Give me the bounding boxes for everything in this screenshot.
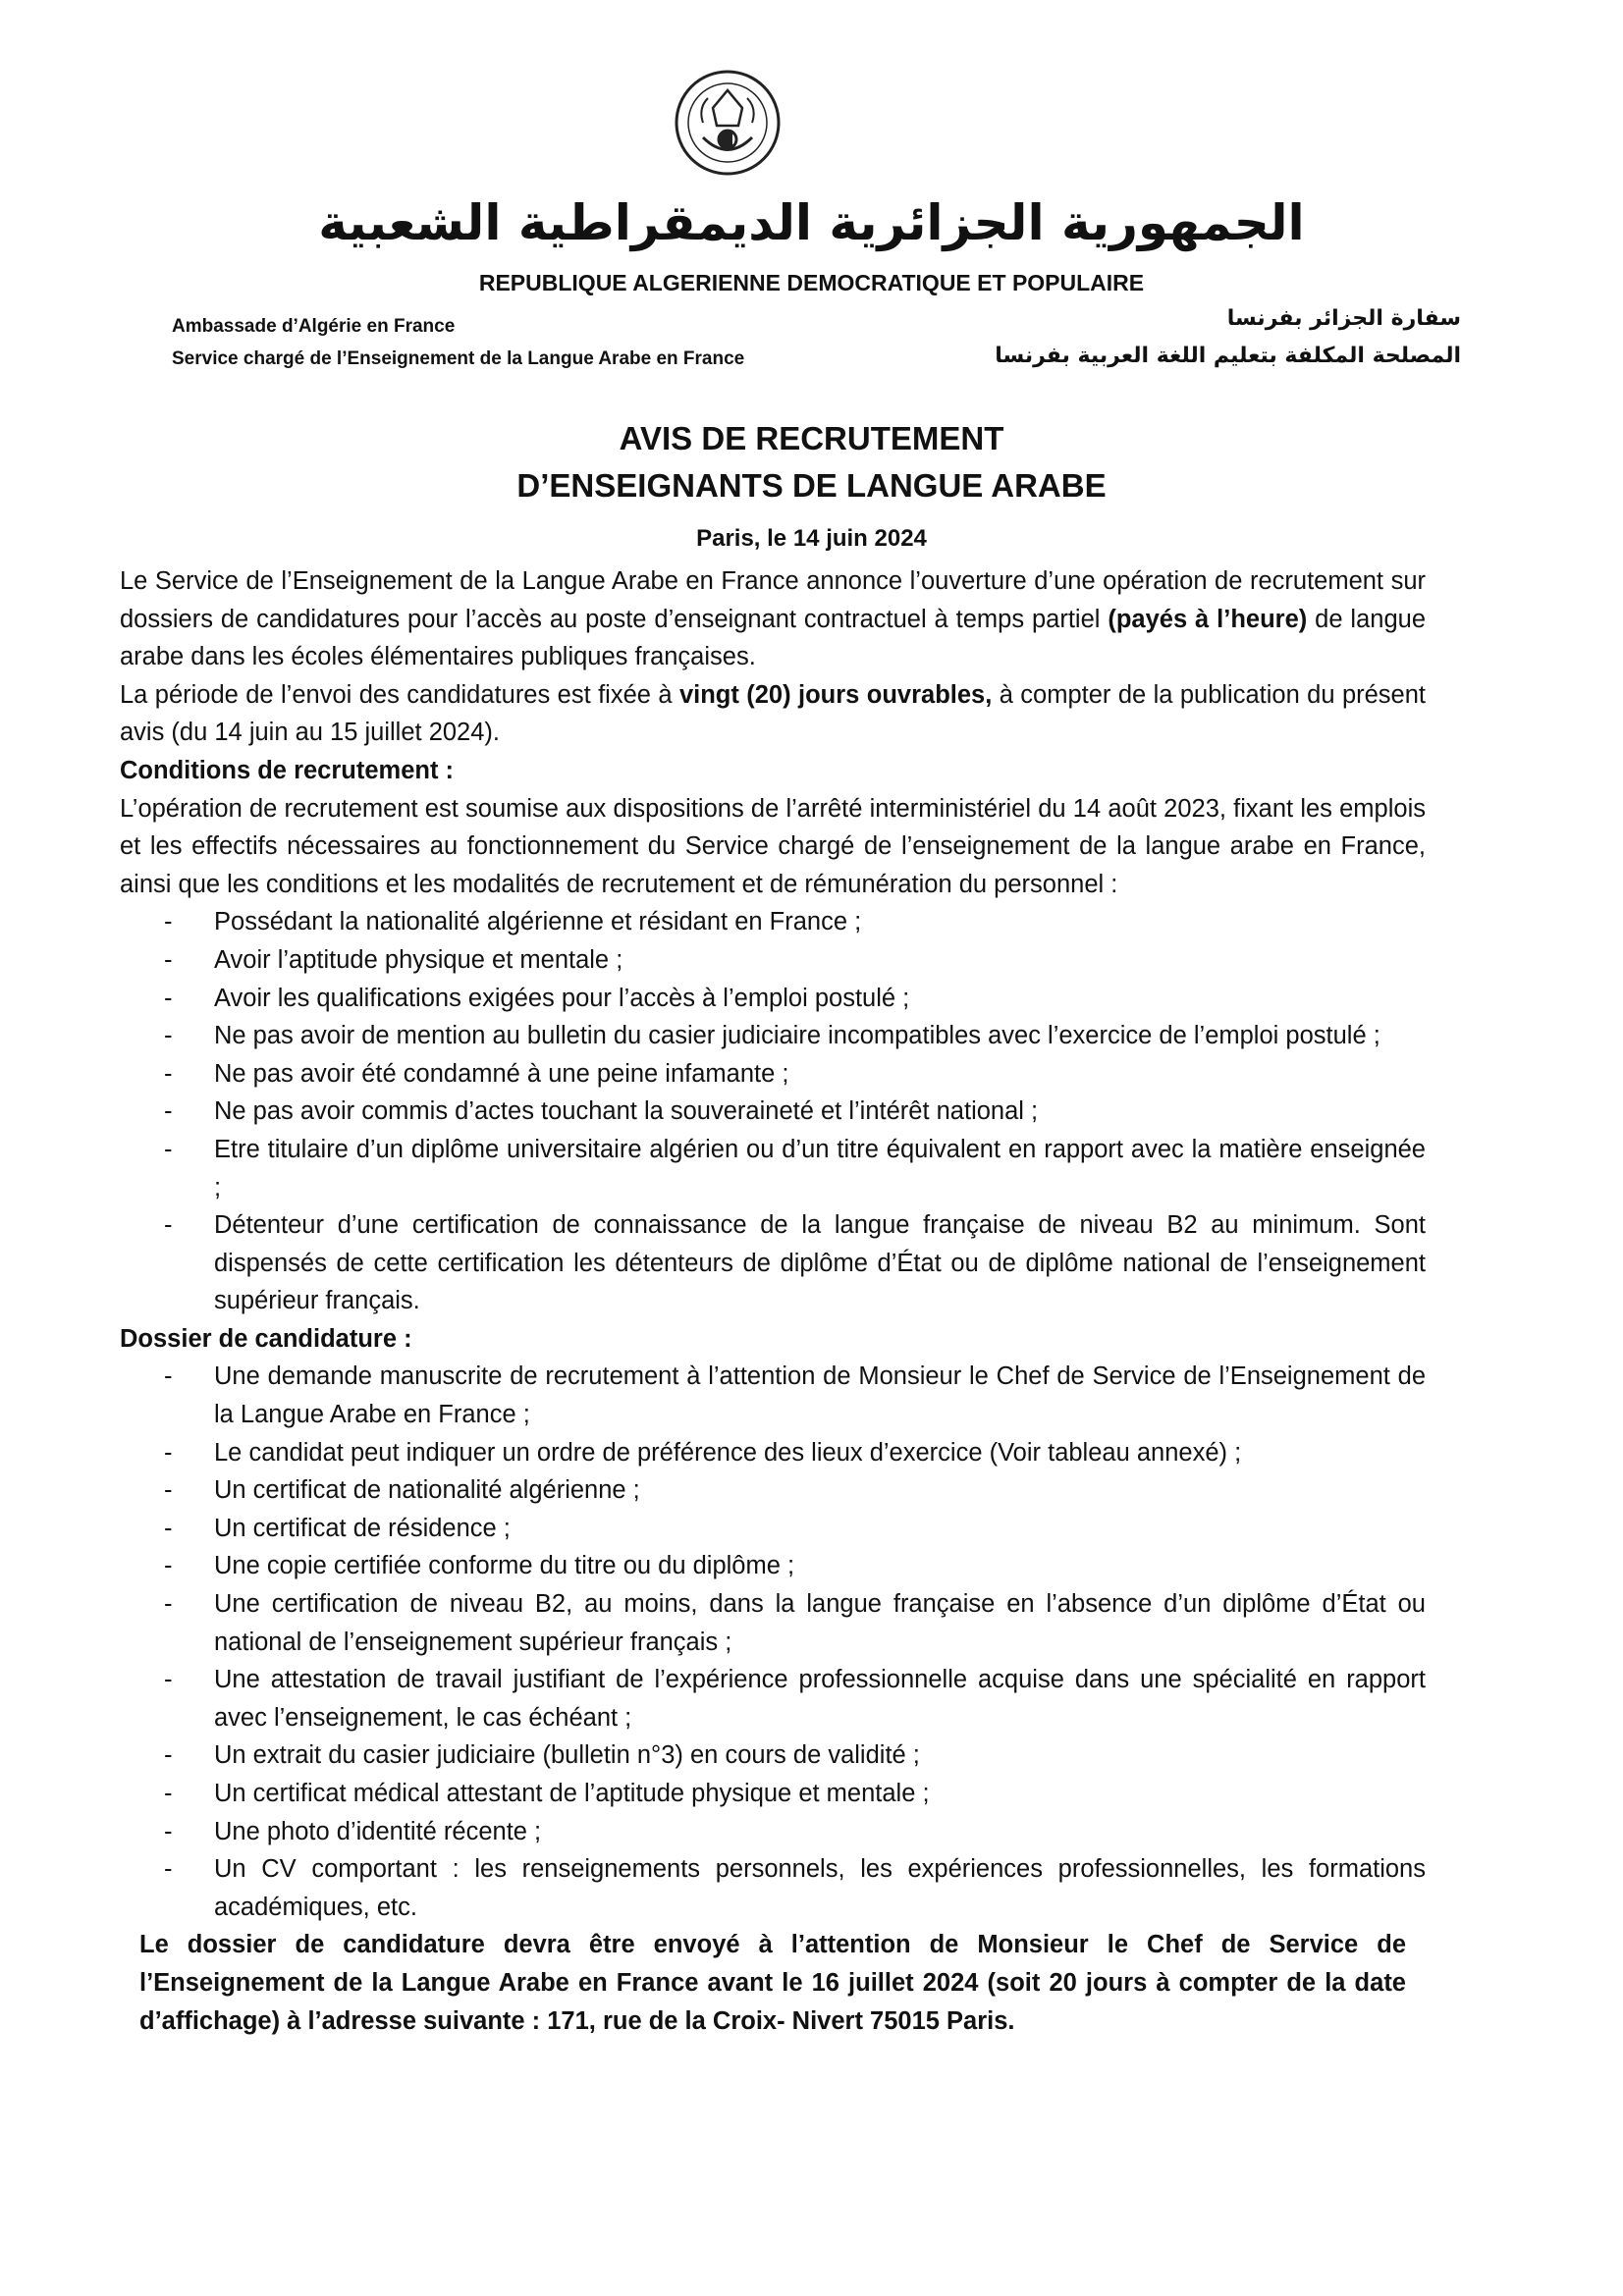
list-item: - Le candidat peut indiquer un ordre de préférence des lieux d’exercice (Voir tableau annexé) ; [164,1438,1242,1467]
list-item: - Ne pas avoir commis d’actes touchant la souveraineté et l’intérêt national ; [164,1097,1039,1126]
list-item: - Un certificat de résidence ; [164,1514,511,1542]
notice-date: Paris, le 14 juin 2024 [696,525,927,552]
service-label: Service chargé de l’Enseignement de la Langue Arabe en France [172,348,745,369]
list-item: - Possédant la nationalité algérienne et résidant en France ; [164,908,862,936]
list-item: - Une photo d’identité récente ; [164,1817,542,1845]
arabic-republic-title: الجمهورية الجزائرية الديمقراطية الشعبية [318,194,1305,251]
embassy-label: Ambassade d’Algérie en France [172,316,456,337]
notice-title-line2: D’ENSEIGNANTS DE LANGUE ARABE [516,467,1107,504]
conditions-intro: L’opération de recrutement est soumise aux dispositions de l’arrêté interministériel du 14 août 2023, fixant les emplois et les effectifs nécessaires au fonctionnement du Service chargé de l’enseignement de la langue arabe en France, ainsi que les conditions et les modalités de recrutement et de rémunération du personnel : [120,794,1426,898]
list-item: - Une copie certifiée conforme du titre ou du diplôme ; [164,1552,795,1580]
dossier-list [120,1358,1426,1926]
list-item: - Une attestation de travail justifiant de l’expérience professionnelle acquise dans une spécialité en rapport avec l’enseignement, le cas échéant ; [164,1666,1426,1732]
list-item: - Une demande manuscrite de recrutement à l’attention de Monsieur le Chef de Service de l’Enseignement de la Langue Arabe en France ; [164,1362,1426,1429]
list-item: - Un extrait du casier judiciaire (bulletin n°3) en cours de validité ; [164,1741,920,1770]
intro-paragraph-1: Le Service de l’Enseignement de la Langue Arabe en France annonce l’ouverture d’une opération de recrutement sur dossiers de candidatures pour l’accès au poste d’enseignant contractuel à temps partiel (payés à l’heure) de langue arabe dans les écoles élémentaires publiques françaises. [120,567,1426,671]
state-emblem-icon [674,69,782,177]
list-item: - Un CV comportant : les renseignements personnels, les expériences professionnelles, les formations académiques, etc. [164,1855,1426,1921]
list-item: - Ne pas avoir de mention au bulletin du casier judiciaire incompatibles avec l’exercice de l’emploi postulé ; [164,1022,1380,1050]
list-item: - Avoir les qualifications exigées pour l’accès à l’emploi postulé ; [164,984,910,1012]
embassy-label-arabic: سفارة الجزائر بفرنسا [1226,306,1461,331]
notice-body [120,562,1426,2040]
conditions-heading: Conditions de recrutement : [120,756,455,784]
french-republic-title: REPUBLIQUE ALGERIENNE DEMOCRATIQUE ET POPULAIRE [478,270,1145,295]
closing-statement: Le dossier de candidature devra être envoyé à l’attention de Monsieur le Chef de Service de l’Enseignement de la Langue Arabe en France avant le 16 juillet 2024 (soit 20 jours à compter de la date d’affichage) à l’adresse suivante : 171, rue de la Croix- Nivert 75015 Paris. [139,1931,1406,2035]
service-label-arabic: المصلحة المكلفة بتعليم اللغة العربية بفرنسا [995,344,1461,368]
intro-paragraph-2: La période de l’envoi des candidatures est fixée à vingt (20) jours ouvrables, à compter de la publication du présent avis (du 14 juin au 15 juillet 2024). [120,680,1426,747]
list-item: - Détenteur d’une certification de connaissance de la langue française de niveau B2 au minimum. Sont dispensés de cette certification les détenteurs de diplôme d’État ou de diplôme national de l’enseignement supérieur français. [164,1211,1426,1315]
conditions-list [120,903,1426,1320]
list-item: - Ne pas avoir été condamné à une peine infamante ; [164,1059,789,1088]
list-item: - Un certificat de nationalité algérienne ; [164,1476,640,1505]
notice-title-line1: AVIS DE RECRUTEMENT [619,420,1004,456]
list-item: - Avoir l’aptitude physique et mentale ; [164,945,623,974]
dossier-heading: Dossier de candidature : [120,1324,412,1353]
list-item: - Etre titulaire d’un diplôme universitaire algérien ou d’un titre équivalent en rapport avec la matière enseignée ; [164,1135,1426,1201]
list-item: - Une certification de niveau B2, au moins, dans la langue française en l’absence d’un diplôme d’État ou national de l’enseignement supérieur français ; [164,1590,1426,1656]
list-item: - Un certificat médical attestant de l’aptitude physique et mentale ; [164,1780,930,1807]
